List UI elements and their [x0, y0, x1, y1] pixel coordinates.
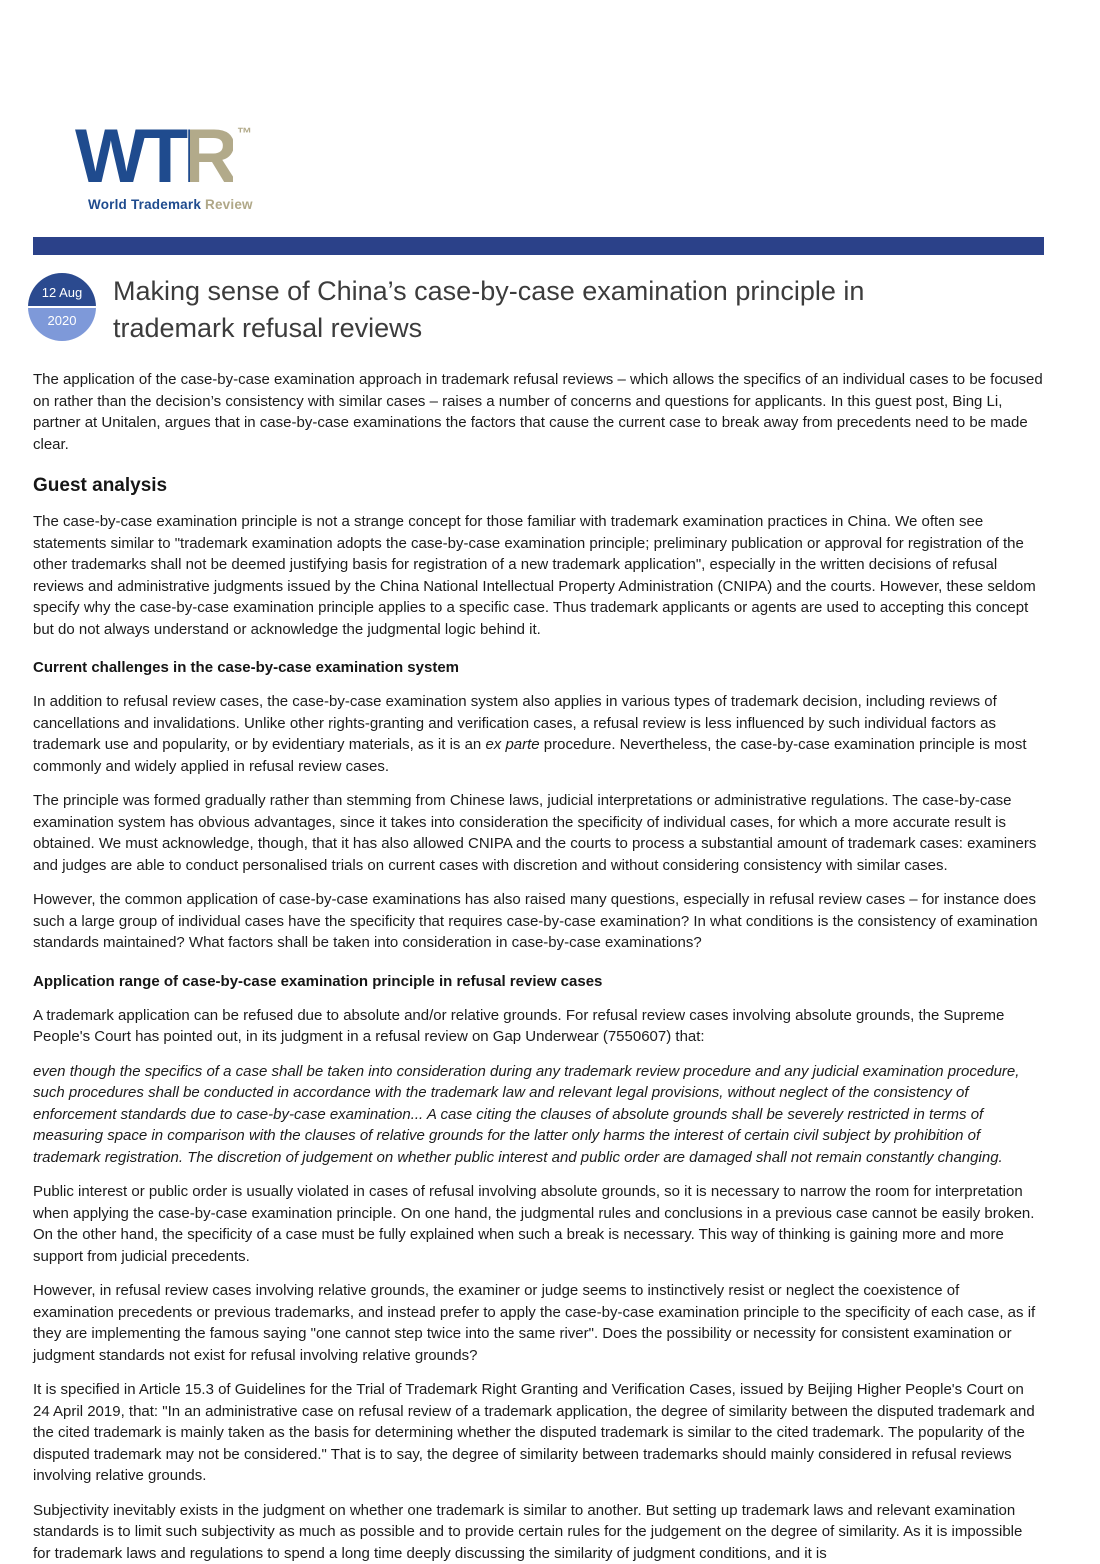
- logo-subtitle-secondary: Review: [205, 197, 253, 212]
- logo-letter-r: R: [183, 114, 233, 199]
- paragraph-concept: The case-by-case examination principle is not a strange concept for those familiar with trademark examination practices in China. We often see statements similar to "trademark examination adopts the case-by-case examination principle; preliminary publication or approval for registration of the other trademarks shall not be deemed justifying basis for registration of a new trademark application", especially in the written decisions of refusal reviews and administrative judgments issued by the China National Intellectual Property Administration (CNIPA) and the courts. However, these seldom specify why the case-by-case examination principle applies to a specific case. Thus trademark applicants or agents are used to accepting this concept but do not always understand or acknowledge the judgmental logic behind it.: [33, 511, 1044, 640]
- logo-letters-wt: WT: [75, 114, 183, 199]
- date-year: 2020: [28, 308, 96, 341]
- intro-paragraph: The application of the case-by-case examination approach in trademark refusal reviews – which allows the specifics of an individual cases to be focused on rather than the decision’s consistency with similar cases – raises a number of concerns and questions for applicants. In this guest post, Bing Li, partner at Unitalen, argues that in case-by-case examinations the factors that cause the current case to break away from precedents need to be made clear.: [33, 369, 1044, 455]
- paragraph-scope-pre: In addition to refusal review cases, the case-by-case examination system also applies in various types of trademark decision, including reviews of cancellations and invalidations. Unlike other rights-granting and verification cases, a refusal review is less influenced by such individual factors as trademark use and popularity, or by evidentiary materials, as it is an: [33, 693, 997, 753]
- paragraph-scope: [33, 691, 1044, 777]
- paragraph-relative-grounds: However, in refusal review cases involving relative grounds, the examiner or judge seems to instinctively resist or neglect the coexistence of examination precedents or previous trademarks, and instead prefer to apply the case-by-case examination principle to the specificity of each case, as if they are implementing the famous saying "one cannot step twice into the same river". Does the possibility or necessity for consistent examination or judgment standards not exist for refusal involving relative grounds?: [33, 1280, 1044, 1366]
- subheading-current-challenges: Current challenges in the case-by-case examination system: [33, 657, 1044, 678]
- article-title: Making sense of China’s case-by-case examination principle in trademark refusal reviews: [113, 273, 993, 347]
- trademark-symbol-icon: ™: [237, 125, 252, 142]
- paragraph-public-interest: Public interest or public order is usually violated in cases of refusal involving absolute grounds, so it is necessary to narrow the room for interpretation when applying the case-by-case examination principle. On one hand, the judgmental rules and conclusions in a previous case cannot be easily broken. On the other hand, the specificity of a case must be fully explained when such a break is necessary. This way of thinking is gaining more and more support from judicial precedents.: [33, 1181, 1044, 1267]
- logo-subtitle-primary: World Trademark: [88, 197, 201, 212]
- paragraph-scope-italic: ex parte: [485, 736, 539, 753]
- paragraph-grounds: A trademark application can be refused due to absolute and/or relative grounds. For refusal review cases involving absolute grounds, the Supreme People's Court has pointed out, in its judgment in a refusal review on Gap Underwear (7550607) that:: [33, 1005, 1044, 1048]
- wtr-logo-wordmark: [75, 103, 253, 188]
- section-heading-guest-analysis: Guest analysis: [33, 474, 1044, 498]
- subheading-application-range: Application range of case-by-case examination principle in refusal review cases: [33, 971, 1044, 992]
- paragraph-guidelines: It is specified in Article 15.3 of Guidelines for the Trial of Trademark Right Granting and Verification Cases, issued by Beijing Higher People's Court on 24 April 2019, that: "In an administrative case on refusal review of a trademark application, the degree of similarity between the disputed trademark and the cited trademark is mainly taken as the basis for determining whether the disputed trademark is similar to the cited trademark. The popularity of the disputed trademark may not be considered." That is to say, the degree of similarity between trademarks should mainly considered in refusal reviews involving relative grounds.: [33, 1379, 1044, 1487]
- paragraph-questions: However, the common application of case-by-case examinations has also raised many questions, especially in refusal review cases – for instance does such a large group of individual cases have the specificity that requires case-by-case examination? In what conditions is the consistency of examination standards maintained? What factors shall be taken into consideration in case-by-case examinations?: [33, 889, 1044, 954]
- article-header: [28, 273, 1044, 347]
- header-divider-bar: [33, 237, 1044, 255]
- blockquote-court-judgment: even though the specifics of a case shall be taken into consideration during any trademark review procedure and any judicial examination procedure, such procedures shall be conducted in accordance with the trademark law and relevant legal provisions, without neglect of the consistency of enforcement standards due to case-by-case examination... A case citing the clauses of absolute grounds shall be severely restricted in terms of measuring space in comparison with the clauses of relative grounds for the latter only harms the interest of certain civil subject by prohibition of trademark registration. The discretion of judgement on whether public interest and public order are damaged shall not remain constantly changing.: [33, 1061, 1044, 1169]
- date-day-month: 12 Aug: [28, 273, 96, 308]
- paragraph-scope-post: procedure. Nevertheless, the case-by-case examination principle is most commonly and widely applied in refusal review cases.: [33, 736, 1027, 775]
- wtr-logo[interactable]: [75, 103, 253, 212]
- paragraph-principle: The principle was formed gradually rather than stemming from Chinese laws, judicial interpretations or administrative regulations. The case-by-case examination system has obvious advantages, since it takes into consideration the specificity of individual cases, for which a more accurate result is obtained. We must acknowledge, though, that it has also allowed CNIPA and the courts to process a substantial amount of trademark cases: examiners and judges are able to conduct personalised trials on current cases with discretion and without considering consistency with similar cases.: [33, 790, 1044, 876]
- masthead: [0, 0, 1100, 189]
- paragraph-subjectivity: Subjectivity inevitably exists in the judgment on whether one trademark is similar to another. But setting up trademark laws and relevant examination standards is to limit such subjectivity as much as possible and to provide certain rules for the judgement on the degree of similarity. As it is impossible for trademark laws and regulations to spend a long time deeply discussing the similarity of judgment conditions, and it is: [33, 1500, 1044, 1564]
- date-badge: [28, 273, 96, 341]
- wtr-logo-subtitle: [88, 197, 253, 212]
- article-body: [33, 369, 1044, 1564]
